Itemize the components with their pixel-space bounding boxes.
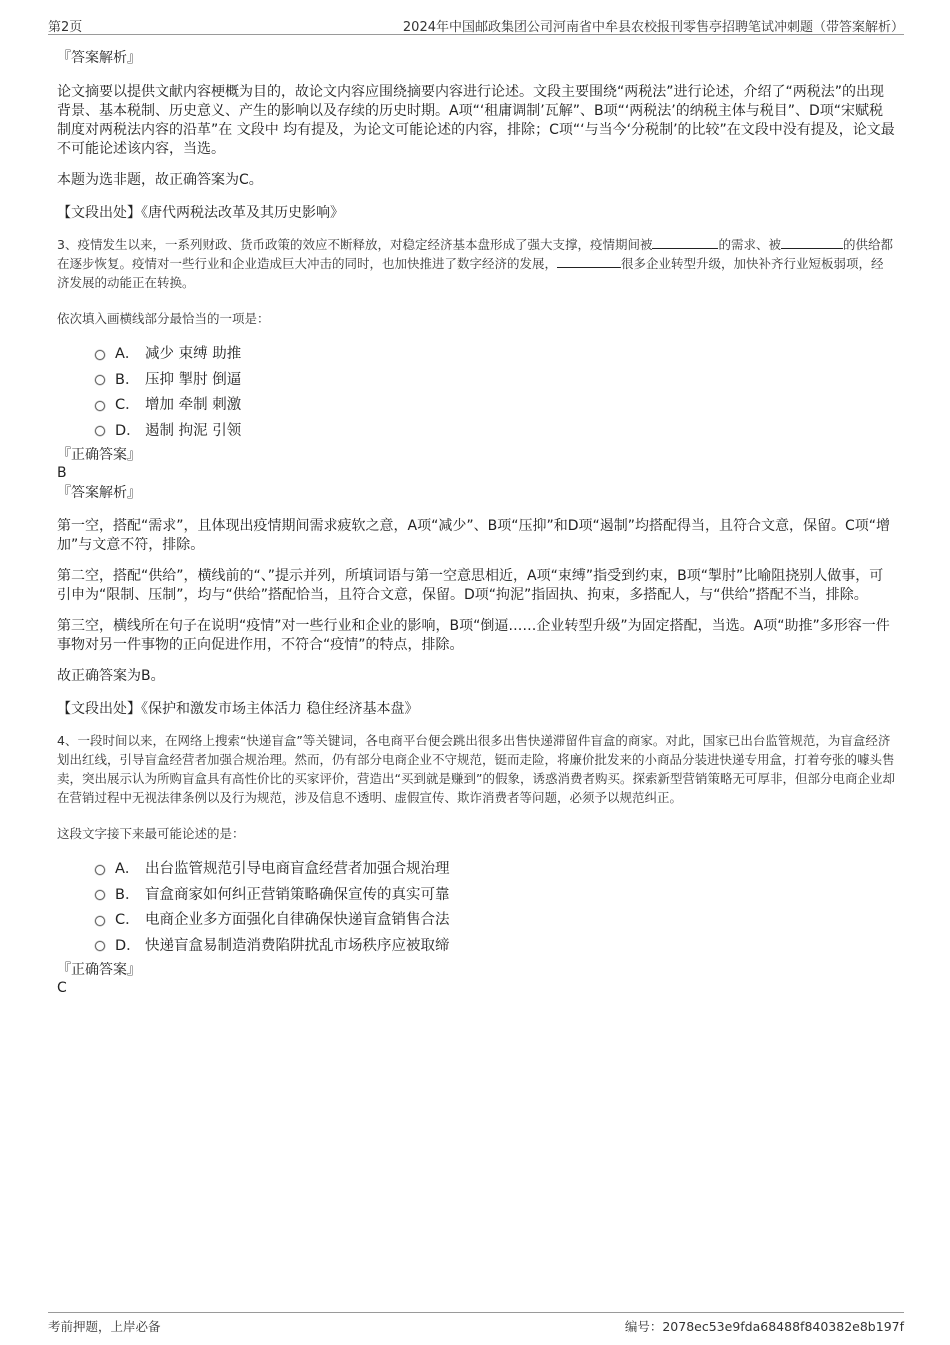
q3-analysis-paragraph-3: 第三空，横线所在句子在说明“疫情”对一些行业和企业的影响，B项“倒逼……企业转型升级”为固定搭配，当选。A项“助推”多形容一件事物对另一件事物的正向促进作用，不符合“疫情”的特点，排除。	[57, 618, 890, 653]
q3-analysis-paragraph-1: 第一空，搭配“需求”，且体现出疫情期间需求疲软之意，A项“减少”、B项“压抑”和D项“遏制”均搭配得当，且符合文意，保留。C项“增加”与文意不符，排除。	[57, 518, 891, 553]
q4-answer: C	[57, 980, 67, 996]
page-footer	[48, 1312, 904, 1335]
radio-icon[interactable]	[95, 941, 105, 951]
question-3-prompt: 依次填入画横线部分最恰当的一项是：	[57, 311, 270, 326]
option-text: 电商企业多方面强化自律确保快递盲盒销售合法	[145, 912, 450, 929]
q3-source: 【文段出处】《保护和激发市场主体活力 稳住经济基本盘》	[57, 701, 419, 717]
option-letter: A．	[115, 346, 140, 363]
page-header	[48, 14, 904, 35]
option-letter: A．	[115, 861, 140, 878]
footer-slogan: 考前押题，上岸必备	[48, 1319, 161, 1334]
q3-option-b[interactable]	[57, 366, 895, 392]
option-letter: C．	[115, 912, 140, 929]
option-letter: B．	[115, 371, 140, 388]
q4-option-c[interactable]	[57, 906, 895, 932]
radio-icon[interactable]	[95, 426, 105, 436]
radio-icon[interactable]	[95, 401, 105, 411]
q2-analysis-paragraph-1: 论文摘要以提供文献内容梗概为目的，故论文内容应围绕摘要内容进行论述。文段主要围绕“两税法”进行论述，介绍了“两税法”的出现背景、基本税制、历史意义、产生的影响以及存续的历史时期。A项“‘租庸调制’瓦解”、B项“‘两税法’的纳税主体与税目”、D项“宋赋税制度对两税法内容的沿革”在 文段中 均有提及，为论文可能论述的内容，排除；C项“‘与当今‘分税制’的比较”在文段中没有提及，论文最不可能论述该内容，当选。	[57, 84, 895, 157]
option-letter: D．	[115, 422, 141, 439]
question-3-stem	[57, 235, 895, 292]
q3-blank-1	[652, 237, 718, 249]
q2-analysis-paragraph-2: 本题为选非题，故正确答案为C。	[57, 172, 263, 188]
q3-stem-part-4: 很多企业转型升级，加快补齐行业短板弱项，经济发展的动能正在转换。	[57, 256, 884, 290]
q3-blank-3	[557, 256, 621, 268]
option-text: 出台监管规范引导电商盲盒经营者加强合规治理	[145, 861, 450, 878]
option-text: 盲盒商家如何纠正营销策略确保宣传的真实可靠	[145, 886, 450, 903]
q2-analysis-label: 『答案解析』	[57, 50, 141, 66]
question-4-prompt: 这段文字接下来最可能论述的是：	[57, 826, 245, 841]
q4-answer-label: 『正确答案』	[57, 962, 141, 978]
option-letter: C．	[115, 397, 140, 414]
option-text: 快递盲盒易制造消费陷阱扰乱市场秩序应被取缔	[145, 937, 450, 954]
page-content	[57, 44, 895, 996]
question-4-options	[57, 855, 895, 957]
q4-option-d[interactable]	[57, 932, 895, 958]
radio-icon[interactable]	[95, 890, 105, 900]
q3-option-c[interactable]	[57, 391, 895, 417]
q3-option-d[interactable]	[57, 417, 895, 443]
q3-answer-label: 『正确答案』	[57, 447, 141, 463]
option-text: 遏制 拘泥 引领	[145, 422, 242, 439]
q4-option-b[interactable]	[57, 881, 895, 907]
q3-analysis-paragraph-2: 第二空，搭配“供给”，横线前的“、”提示并列，所填词语与第一空意思相近，A项“束缚”指受到约束，B项“掣肘”比喻阻挠别人做事，可引申为“限制、压制”，均与“供给”搭配恰当，且符合文意，保留。D项“拘泥”指固执、拘束，多搭配人，与“供给”搭配不当，排除。	[57, 568, 884, 603]
q4-option-a[interactable]	[57, 855, 895, 881]
radio-icon[interactable]	[95, 350, 105, 360]
question-4-stem: 4、一段时间以来，在网络上搜索“快递盲盒”等关键词，各电商平台便会跳出很多出售快递滞留件盲盒的商家。对此，国家已出台监管规范，为盲盒经济划出红线，引导盲盒经营者加强合规治理。然而，仍有部分电商企业不守规范，铤而走险，将廉价批发来的小商品分装进快递专用盒，打着夸张的噱头售卖，突出展示认为所购盲盒具有高性价比的买家评价，营造出“买到就是赚到”的假象，诱惑消费者购买。探索新型营销策略无可厚非，但部分电商企业却在营销过程中无视法律条例以及行为规范，涉及信息不透明、虚假宣传、欺诈消费者等问题，必须予以规范纠正。	[57, 733, 895, 805]
q3-analysis-label: 『答案解析』	[57, 485, 141, 501]
radio-icon[interactable]	[95, 916, 105, 926]
radio-icon[interactable]	[95, 865, 105, 875]
option-letter: B．	[115, 886, 140, 903]
radio-icon[interactable]	[95, 375, 105, 385]
q2-source: 【文段出处】《唐代两税法改革及其历史影响》	[57, 205, 344, 221]
option-text: 减少 束缚 助推	[145, 346, 242, 363]
q3-option-a[interactable]	[57, 340, 895, 366]
question-3-options	[57, 340, 895, 442]
q3-analysis-paragraph-4: 故正确答案为B。	[57, 668, 165, 684]
document-id: 编号：2078ec53e9fda68488f840382e8b197f	[624, 1319, 904, 1334]
q3-stem-part-1: 3、疫情发生以来，一系列财政、货币政策的效应不断释放，对稳定经济基本盘形成了强大支撑，疫情期间被	[57, 237, 653, 252]
q3-stem-part-2: 的需求、被	[718, 237, 781, 252]
page-number: 第2页	[48, 20, 83, 35]
q3-answer: B	[57, 465, 67, 481]
option-letter: D．	[115, 937, 141, 954]
option-text: 压抑 掣肘 倒逼	[145, 371, 242, 388]
option-text: 增加 牵制 刺激	[145, 397, 242, 414]
document-title: 2024年中国邮政集团公司河南省中牟县农校报刊零售亭招聘笔试冲刺题（带答案解析）	[402, 20, 904, 35]
q3-blank-2	[781, 237, 843, 249]
q3-stem-part-3: 的供给都在逐步恢复。疫情对一些行业和企业造成巨大冲击的同时，也加快推进了数字经济的发展，	[57, 237, 893, 271]
